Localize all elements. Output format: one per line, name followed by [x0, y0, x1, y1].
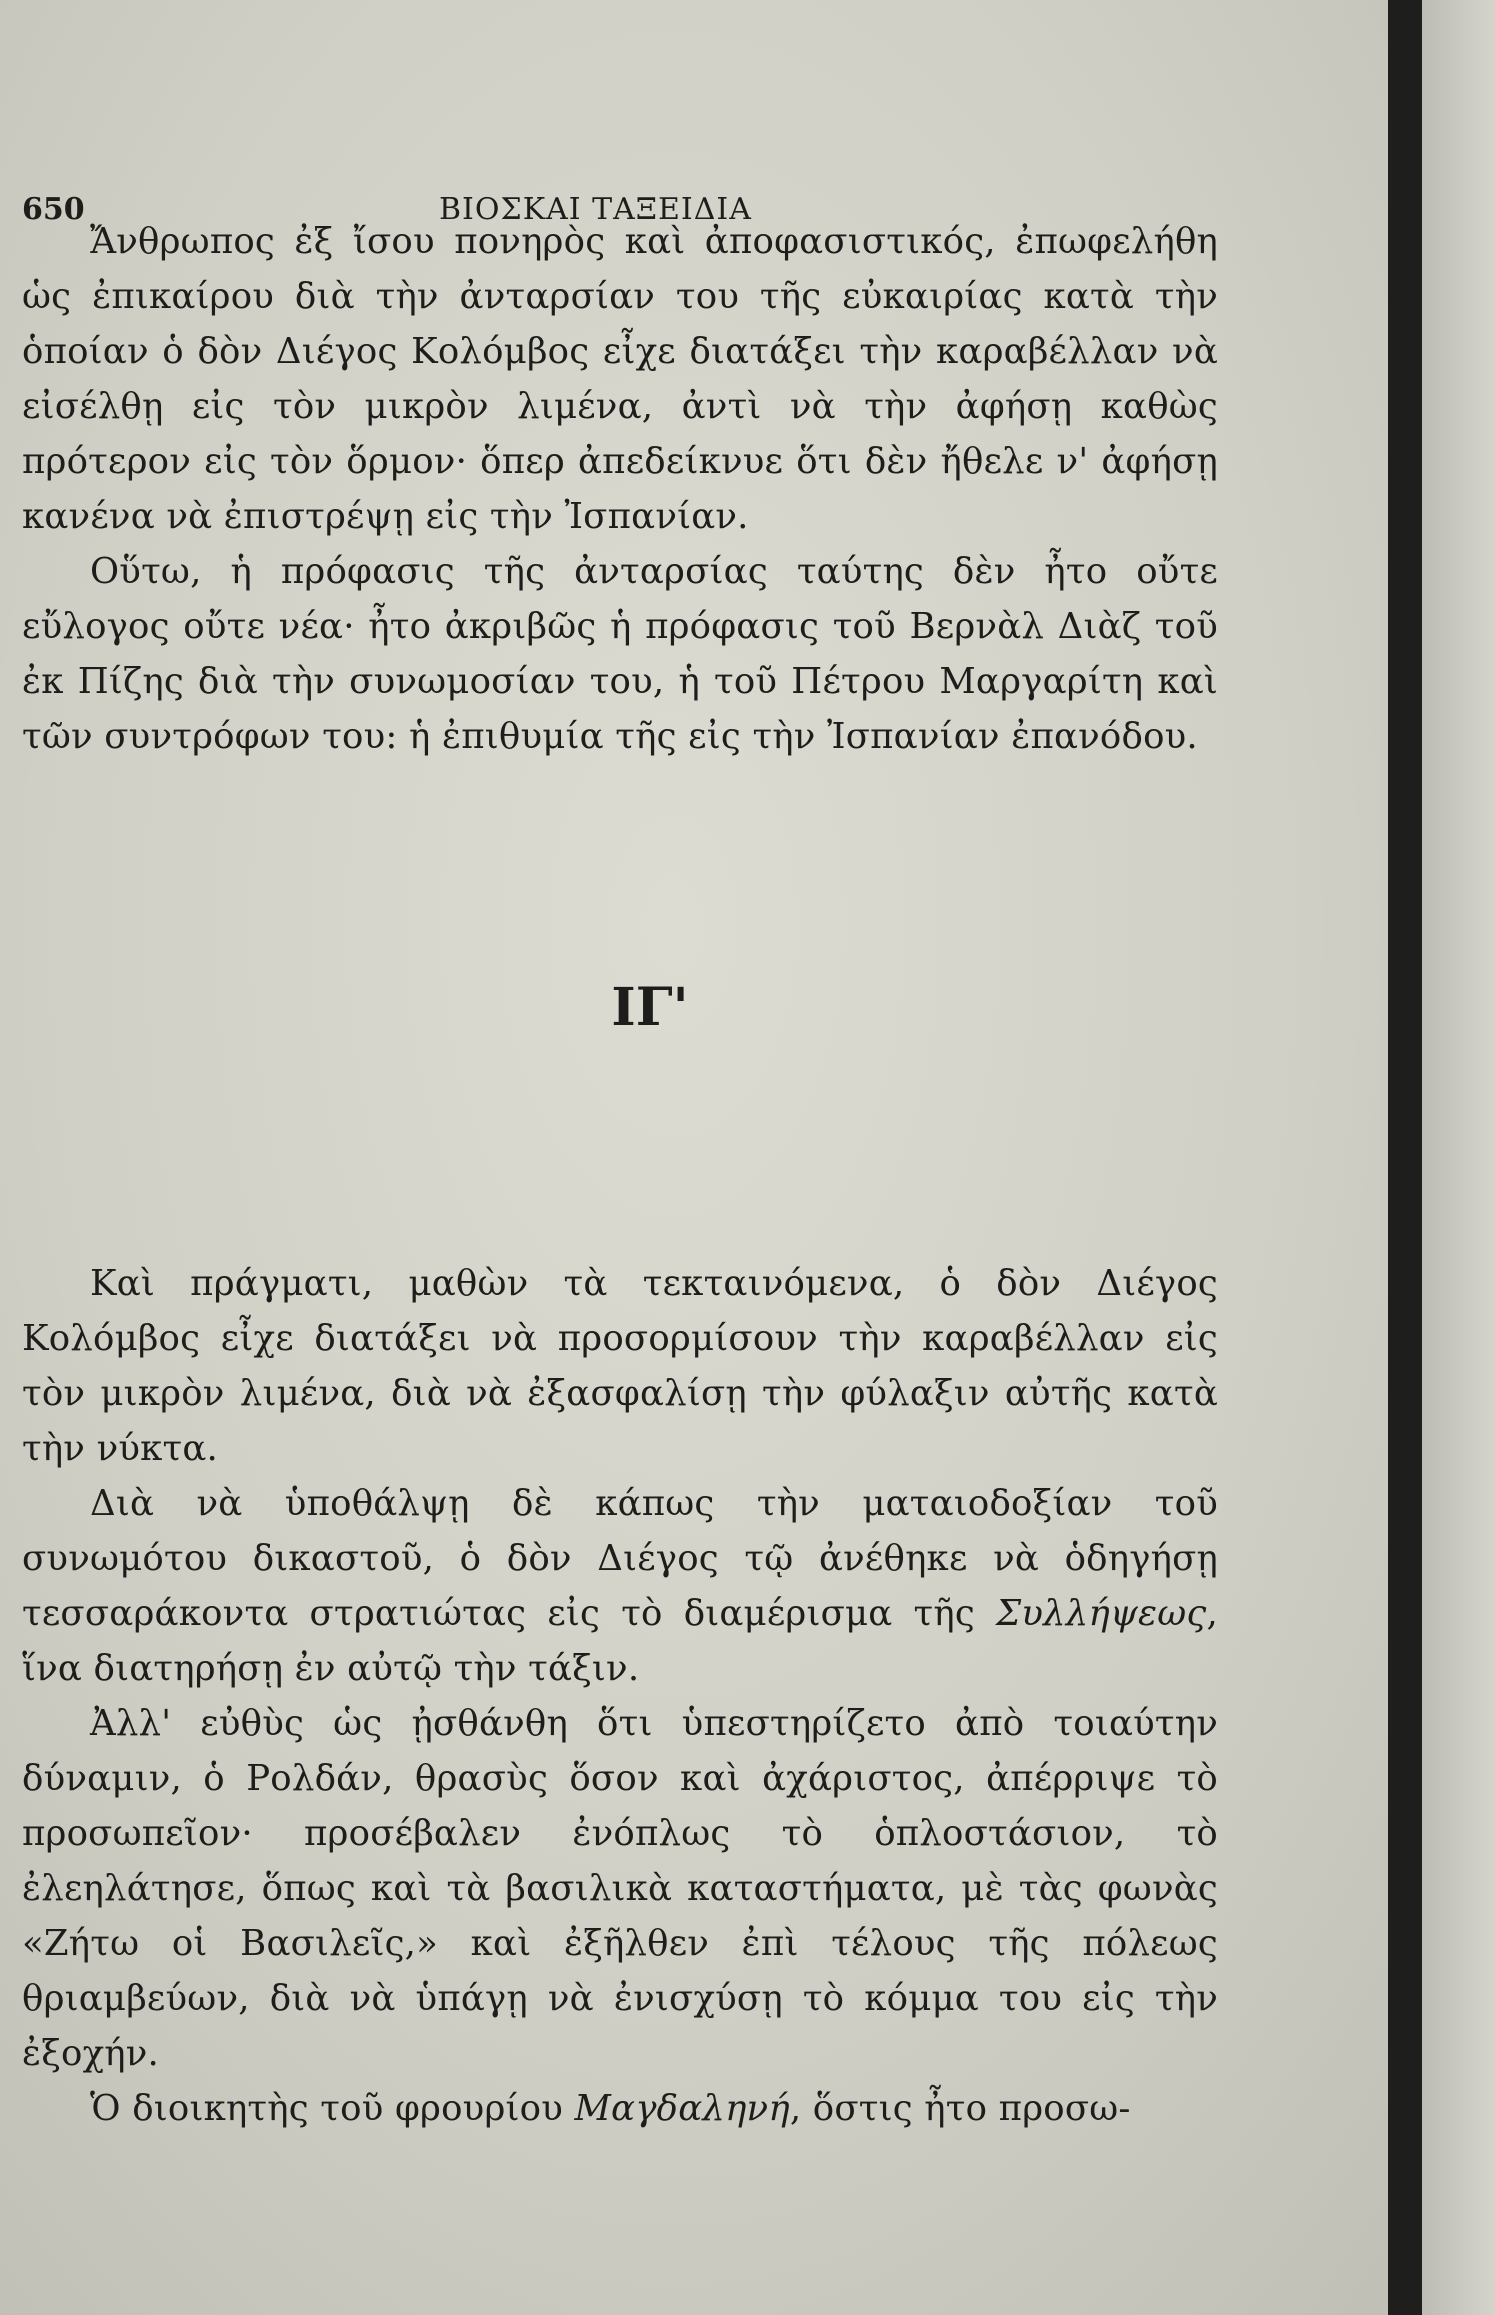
facing-page-edge — [1422, 0, 1495, 2315]
page-number: 650 — [22, 192, 85, 227]
paragraph: Ἄνθρωπος ἐξ ἴσου πονηρὸς καὶ ἀποφασιστικός, ἐπωφελήθη ὡς ἐπικαίρου διὰ τὴν ἀνταρσίαν του τῆς εὐκαιρίας κατὰ τὴν ὁποίαν ὁ δὸν Διέγος Κολόμβος εἶχε διατάξει τὴν καραβέλλαν νὰ εἰσέλθῃ εἰς τὸν μικρὸν λιμένα, ἀντὶ νὰ τὴν ἀφήσῃ καθὼς πρότερον εἰς τὸν ὅρμον· ὅπερ ἀπεδείκνυε ὅτι δὲν ἤθελε ν' ἀφήσῃ κανένα νὰ ἐπιστρέψῃ εἰς τὴν Ἰσπανίαν. — [22, 221, 1218, 537]
paragraph: Ἀλλ' εὐθὺς ὡς ᾐσθάνθη ὅτι ὑπεστηρίζετο ἀπὸ τοιαύτην δύναμιν, ὁ Ρολδάν, θρασὺς ὅσον καὶ ἀχάριστος, ἀπέρριψε τὸ προσωπεῖον· προσέβαλεν ἐνόπλως τὸ ὁπλοστάσιον, τὸ ἐλεηλάτησε, ὅπως καὶ τὰ βασιλικὰ καταστήματα, μὲ τὰς φωνὰς «Ζήτω οἱ Βασιλεῖς,» καὶ ἐξῆλθεν ἐπὶ τέλους τῆς πόλεως θριαμβεύων, διὰ νὰ ὑπάγῃ νὰ ἐνισχύσῃ τὸ κόμμα του εἰς τὴν ἐξοχήν. — [22, 1703, 1218, 2074]
paragraph — [22, 2081, 1218, 2136]
running-title: ΒΙΟΣΚΑΙ ΤΑΞΕΙΔΙΑ — [439, 192, 752, 227]
paragraph-text: Ὁ διοικητὴς τοῦ φρουρίου — [90, 2088, 575, 2129]
paragraph — [22, 1476, 1218, 1696]
book-gutter-shadow — [1388, 0, 1422, 2315]
italic-term: Μαγδαληνή — [574, 2088, 790, 2129]
paragraph: Οὕτω, ἡ πρόφασις τῆς ἀνταρσίας ταύτης δὲν ἦτο οὔτε εὔλογος οὔτε νέα· ἦτο ἀκριβῶς ἡ πρόφασις τοῦ Βερνὰλ Διὰζ τοῦ ἐκ Πίζης διὰ τὴν συνωμοσίαν του, ἡ τοῦ Πέτρου Μαργαρίτη καὶ τῶν συντρόφων του: ἡ ἐπιθυμία τῆς εἰς τὴν Ἰσπανίαν ἐπανόδου. — [22, 551, 1218, 757]
section-heading: ΙΓ' — [611, 977, 689, 1038]
book-page — [22, 150, 1218, 2136]
paragraph-text: , ἵνα διατηρήσῃ ἐν αὐτῷ τὴν τάξιν. — [22, 1593, 1218, 1689]
running-header — [22, 150, 1218, 227]
italic-term: Συλλήψεως — [996, 1593, 1207, 1634]
paragraph: Καὶ πράγματι, μαθὼν τὰ τεκταινόμενα, ὁ δὸν Διέγος Κολόμβος εἶχε διατάξει νὰ προσορμίσουν τὴν καραβέλλαν εἰς τὸν μικρὸν λιμένα, διὰ νὰ ἐξασφαλίσῃ τὴν φύλαξιν αὐτῆς κατὰ τὴν νύκτα. — [22, 1263, 1218, 1469]
paragraph-text: , ὅστις ἦτο προσω- — [789, 2088, 1131, 2129]
paragraph-text: Διὰ νὰ ὑποθάλψῃ δὲ κάπως τὴν ματαιοδοξίαν τοῦ συνωμότου δικαστοῦ, ὁ δὸν Διέγος τῷ ἀνέθηκε νὰ ὁδηγήσῃ τεσσαράκοντα στρατιώτας εἰς τὸ διαμέρισμα τῆς — [22, 1483, 1218, 1634]
